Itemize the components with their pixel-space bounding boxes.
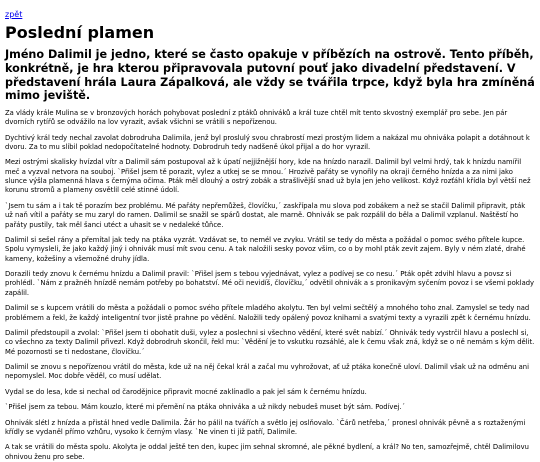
- story-paragraph-5: Dalimil si sešel rány a přemítal jak tedy na ptáka vyzrát. Vzdávat se, to nemél ve zvyku. Vrátil se tedy do města a požádal o pomoc svého přítele kupce. Spolu vymysleli, že jako každý jiný i ohnivák musí mít svou cenu. A tak naložili sesky povoz všim, co o by mohl pták zevit zajem. Byly v ném zlaté, drahé kameny, kožešiny a všemožné druhy jídla.: [5, 235, 526, 263]
- story-paragraph-1: Za vlády krále Mulina se v bronzových horách pohybovat poslední z ptáků ohniváků a král tuze chtěl mít tento skvostný exemplář pro sebe. Jen pár dvorních rytířů se odvážilo na lov vyrazit, avšak všichni se vrátili s nepořízenou.: [5, 108, 508, 127]
- story-paragraph-7: Dalimil se s kupcem vrátili do města a požádali o pomoc svého přítele mladého akolytu. Ten byl velmi sečtělý a mnohého toho znal. Zamyslel se tedy nad problémem a řekl, že každý inteligentní tvor jistě prahne po vědění. Naložili tedy opálený povoz knihami a svatými texty a vyrazili zpět k černému hnízdu.: [5, 304, 531, 322]
- story-paragraph-8: Dalimil předstoupil a zvolal: `Přišel jsem ti obohatit duši, vylez a poslechni si všechno vědění, které svět nabízí.´ Ohnivák tedy vystrčil hlavu a poslechl si, co všechno za texty Dalimil přivezl. Když dobrodruh skončil, řekl mu: `Vědění je to vskutku rozsáhlé, ale k čemu však zná, když se o ně nemám s kým dělit. Mé pozornosti se ti nedostane, človíčku.´: [5, 328, 535, 356]
- story-paragraph-4: `Jsem tu sám a i tak tě porazím bez problému. Mé pařáty nepřemůžeš, človíčku,´ zaskřípala mu slova pod zobákem a než se stačil Dalimil připravit, pták už naň vítil a pařáty se mu zaryl do ramen. Dalimil se snažil se spárů dostat, ale marně. Ohnivák se pak rozpálil do běla a Dalimil vzplanul. Naštěstí ho pařáty pustily, tak měl šanci utéct a uhasit se v nedaleké tůňce.: [5, 201, 526, 229]
- story-paragraph-9: Dalimil se znovu s nepořízenou vrátil do města, kde už na něj čekal král a začal mu vyhrožovat, ať už ptáka konečně uloví. Dalimil však už na odměnu ani nepomyslel. Moc dobře věděl, co musí udělat.: [5, 363, 530, 381]
- story-paragraph-13: A tak se vrátili do města spolu. Akolyta je oddal ještě ten den, kupec jim sehnal skromné, ale pěkné bydlení, a král? No ten, samozřejmě, chtěl Dalimilovu ohnivou ženu pro sebe.: [5, 443, 529, 461]
- story-paragraph-6: Dorazili tedy znovu k černému hnízdu a Dalimil pravil: `Přišel jsem s tebou vyjednávat, vylez a podívej se co nesu.´ Pták opět zdvihl hlavu a povsz si prohlédl. `Nám z pražnéh hnízdě nemám potřeby po bohatství. Mé oči nevidíš, človíčku,´ odvětil ohnivák a s pronikavým syčením povoz i se všemi poklady zapálil.: [5, 270, 535, 297]
- story-paragraph-2: Dychtivý král tedy nechal zavolat dobrodruha Dalimila, jenž byl proslulý svou chrabrostí mezi prostým lidem a nakázal mu ohniváka polapit a dotáhnout k dvoru. Za to mu slíbil poklad nedopočítatelné hodnoty. Dobrodruh tedy nadšeně úkol přijal a do hor vyrazil.: [5, 133, 530, 151]
- lead-paragraph: Jméno Dalimil je jedno, které se často opakuje v příbězích na ostrově. Tento příběh, konkrétně, je hra kterou připravovala putovní pouť jako divadelní představení. V představení hrála Laura Zápalková, ale vždy se tvářila trpce, když byla hra zmíněná mimo jeviště.: [5, 48, 535, 103]
- back-link[interactable]: zpět: [5, 10, 23, 19]
- story-paragraph-12: Ohnivák slétl z hnízda a přistál hned vedle Dalimila. Žár ho pálil na tvářích a světlo jej oslňovalo. `Čárů netřeba,´ pronesl ohnivák pěvně a s roztaženými křídly se vydaněl přímo vzhůru, vysoko k černým vlasy. `Ne vinen ti již patří, Dalimile.: [5, 418, 526, 436]
- story-paragraph-10: Vydal se do lesa, kde si nechal od čarodějnice připravit mocné zaklínadlo a pak jel sám k černému hnízdu.: [5, 387, 367, 396]
- page-title: Poslední plamen: [5, 23, 155, 42]
- story-paragraph-11: `Přišel jsem za tebou. Mám kouzlo, které mi přemění na ptáka ohniváka a už nikdy nebudeš muset být sám. Podívej.´: [5, 403, 406, 412]
- story-paragraph-3: Mezi ostrými skalisky hvízdal vítr a Dalimil sám postupoval až k úpatí nejjižnější hory, kde na hnízdo narazil. Dalimil byl velmi hrdý, tak k hnízdu namířil meč a vyzval netvora na souboj. `Přišel jsem tě porazit, vylez a utkej se se mnou.´ Hrozivě pařáty se vynořily na okraji černého hnízda a za nimi jako slunce výšla plamenná hlava s černýma očima. Pták měl dlouhý a ostrý zobák a strašlivější snad už byla jen jeho velikost. Když rozťáhl křídla byl větší než korunu stromů a plameny osvětlil celé stinné údolí.: [5, 158, 531, 195]
